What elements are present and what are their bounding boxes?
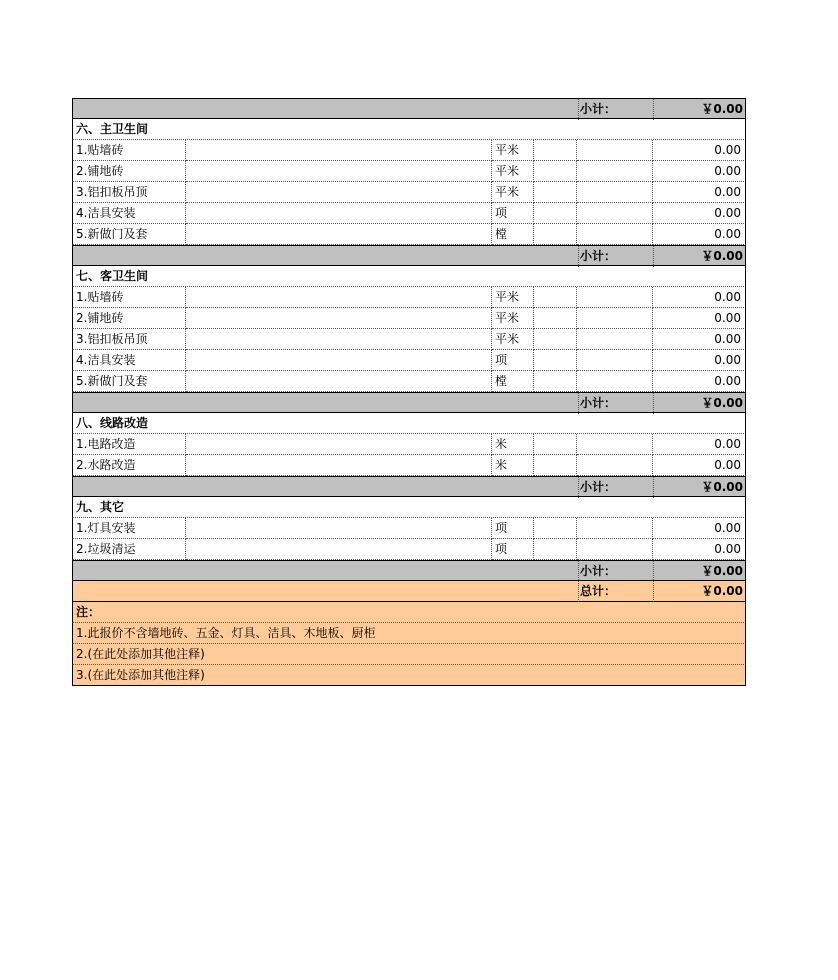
item-qty-cell[interactable] <box>534 203 577 224</box>
item-desc-cell[interactable] <box>186 161 492 182</box>
item-desc-cell[interactable] <box>186 287 492 308</box>
note-line[interactable]: 2.(在此处添加其他注释) <box>76 647 205 661</box>
section-title[interactable]: 七、客卫生间 <box>76 269 149 283</box>
note-row <box>72 665 746 686</box>
section-header <box>72 497 746 518</box>
item-price-cell[interactable] <box>577 161 653 182</box>
item-desc-cell[interactable] <box>186 329 492 350</box>
item-amount[interactable]: 0.00 <box>653 161 746 182</box>
item-unit[interactable]: 米 <box>492 455 534 476</box>
item-qty-cell[interactable] <box>534 539 577 560</box>
note-row <box>72 644 746 665</box>
item-price-cell[interactable] <box>577 539 653 560</box>
item-desc-cell[interactable] <box>186 350 492 371</box>
note-line[interactable]: 1.此报价不含墙地砖、五金、灯具、洁具、木地板、厨柜 <box>76 626 376 640</box>
item-price-cell[interactable] <box>577 371 653 392</box>
item-name[interactable]: 4.洁具安装 <box>72 350 186 371</box>
note-line[interactable]: 3.(在此处添加其他注释) <box>76 668 205 682</box>
item-amount[interactable]: 0.00 <box>653 539 746 560</box>
item-qty-cell[interactable] <box>534 518 577 539</box>
section-title[interactable]: 九、其它 <box>76 500 125 514</box>
notes-heading[interactable]: 注： <box>76 605 101 619</box>
item-unit[interactable]: 平米 <box>492 140 534 161</box>
item-name[interactable]: 5.新做门及套 <box>72 224 186 245</box>
item-unit[interactable]: 樘 <box>492 371 534 392</box>
subtotal-row <box>72 560 746 581</box>
item-price-cell[interactable] <box>577 140 653 161</box>
item-price-cell[interactable] <box>577 203 653 224</box>
item-qty-cell[interactable] <box>534 371 577 392</box>
table-row <box>72 329 746 350</box>
item-unit[interactable]: 平米 <box>492 308 534 329</box>
table-row <box>72 161 746 182</box>
item-unit[interactable]: 项 <box>492 350 534 371</box>
subtotal-value[interactable]: ￥0.00 <box>701 564 743 578</box>
table-row <box>72 182 746 203</box>
item-amount[interactable]: 0.00 <box>653 182 746 203</box>
item-name[interactable]: 2.铺地砖 <box>72 308 186 329</box>
table-row <box>72 539 746 560</box>
item-name[interactable]: 3.铝扣板吊顶 <box>72 329 186 350</box>
section-header <box>72 266 746 287</box>
item-unit[interactable]: 平米 <box>492 329 534 350</box>
item-price-cell[interactable] <box>577 224 653 245</box>
item-amount[interactable]: 0.00 <box>653 203 746 224</box>
item-amount[interactable]: 0.00 <box>653 455 746 476</box>
item-amount[interactable]: 0.00 <box>653 434 746 455</box>
item-qty-cell[interactable] <box>534 434 577 455</box>
table-row <box>72 455 746 476</box>
item-qty-cell[interactable] <box>534 140 577 161</box>
grand-total-row <box>72 581 746 602</box>
item-qty-cell[interactable] <box>534 455 577 476</box>
item-unit[interactable]: 平米 <box>492 287 534 308</box>
item-desc-cell[interactable] <box>186 455 492 476</box>
item-name[interactable]: 2.水路改造 <box>72 455 186 476</box>
subtotal-label: 小计： <box>578 393 654 414</box>
subtotal-row <box>72 476 746 497</box>
item-desc-cell[interactable] <box>186 434 492 455</box>
item-desc-cell[interactable] <box>186 539 492 560</box>
item-price-cell[interactable] <box>577 308 653 329</box>
item-desc-cell[interactable] <box>186 203 492 224</box>
table-row <box>72 371 746 392</box>
item-amount[interactable]: 0.00 <box>653 308 746 329</box>
table-row <box>72 350 746 371</box>
note-row <box>72 623 746 644</box>
notes-heading-row <box>72 602 746 623</box>
item-unit[interactable]: 樘 <box>492 224 534 245</box>
item-price-cell[interactable] <box>577 182 653 203</box>
item-name[interactable]: 2.垃圾清运 <box>72 539 186 560</box>
item-price-cell[interactable] <box>577 287 653 308</box>
item-desc-cell[interactable] <box>186 140 492 161</box>
subtotal-value[interactable]: ￥0.00 <box>701 102 743 116</box>
item-desc-cell[interactable] <box>186 308 492 329</box>
item-price-cell[interactable] <box>577 518 653 539</box>
item-name[interactable]: 4.洁具安装 <box>72 203 186 224</box>
item-qty-cell[interactable] <box>534 224 577 245</box>
item-name[interactable]: 1.贴墙砖 <box>72 140 186 161</box>
item-desc-cell[interactable] <box>186 518 492 539</box>
item-price-cell[interactable] <box>577 434 653 455</box>
table-row <box>72 434 746 455</box>
subtotal-value[interactable]: ￥0.00 <box>701 396 743 410</box>
item-desc-cell[interactable] <box>186 224 492 245</box>
item-qty-cell[interactable] <box>534 182 577 203</box>
item-amount[interactable]: 0.00 <box>653 224 746 245</box>
item-qty-cell[interactable] <box>534 329 577 350</box>
item-name[interactable]: 2.铺地砖 <box>72 161 186 182</box>
table-row <box>72 287 746 308</box>
subtotal-row <box>72 392 746 413</box>
table-row <box>72 224 746 245</box>
item-amount[interactable]: 0.00 <box>653 140 746 161</box>
item-amount[interactable]: 0.00 <box>653 287 746 308</box>
item-unit[interactable]: 项 <box>492 539 534 560</box>
item-price-cell[interactable] <box>577 329 653 350</box>
section-title[interactable]: 六、主卫生间 <box>76 122 149 136</box>
item-name[interactable]: 1.灯具安装 <box>72 518 186 539</box>
item-qty-cell[interactable] <box>534 308 577 329</box>
subtotal-row <box>72 98 746 119</box>
item-amount[interactable]: 0.00 <box>653 518 746 539</box>
table-row <box>72 203 746 224</box>
table-row <box>72 308 746 329</box>
grand-total-label: 总计： <box>578 581 654 602</box>
subtotal-label: 小计： <box>578 246 654 267</box>
subtotal-value[interactable]: ￥0.00 <box>701 249 743 263</box>
item-amount[interactable]: 0.00 <box>653 329 746 350</box>
table-row <box>72 518 746 539</box>
item-amount[interactable]: 0.00 <box>653 350 746 371</box>
item-name[interactable]: 1.电路改造 <box>72 434 186 455</box>
item-desc-cell[interactable] <box>186 371 492 392</box>
grand-total-value[interactable]: ￥0.00 <box>701 584 743 598</box>
item-qty-cell[interactable] <box>534 287 577 308</box>
subtotal-label: 小计： <box>578 99 654 120</box>
item-qty-cell[interactable] <box>534 350 577 371</box>
section-header <box>72 413 746 434</box>
subtotal-row <box>72 245 746 266</box>
item-amount[interactable]: 0.00 <box>653 371 746 392</box>
item-desc-cell[interactable] <box>186 182 492 203</box>
subtotal-label: 小计： <box>578 477 654 498</box>
section-title[interactable]: 八、线路改造 <box>76 416 149 430</box>
subtotal-value[interactable]: ￥0.00 <box>701 480 743 494</box>
item-price-cell[interactable] <box>577 455 653 476</box>
subtotal-label: 小计： <box>578 561 654 582</box>
item-unit[interactable]: 米 <box>492 434 534 455</box>
section-header <box>72 119 746 140</box>
item-unit[interactable]: 平米 <box>492 182 534 203</box>
quote-sheet <box>72 98 746 686</box>
item-qty-cell[interactable] <box>534 161 577 182</box>
item-name[interactable]: 3.铝扣板吊顶 <box>72 182 186 203</box>
item-unit[interactable]: 项 <box>492 203 534 224</box>
item-name[interactable]: 5.新做门及套 <box>72 371 186 392</box>
item-unit[interactable]: 项 <box>492 518 534 539</box>
item-unit[interactable]: 平米 <box>492 161 534 182</box>
item-name[interactable]: 1.贴墙砖 <box>72 287 186 308</box>
item-price-cell[interactable] <box>577 350 653 371</box>
table-row <box>72 140 746 161</box>
